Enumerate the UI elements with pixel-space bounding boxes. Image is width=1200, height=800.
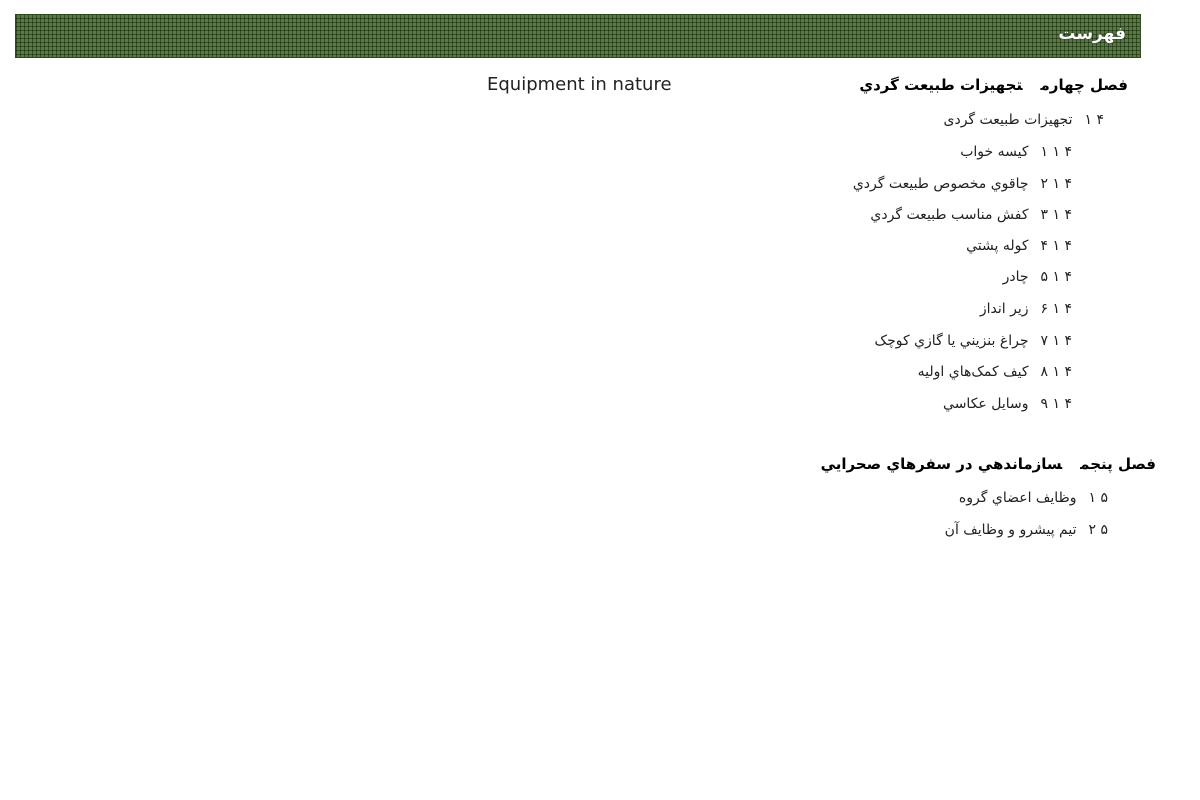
toc-item-4-1-8[interactable]: [918, 364, 1072, 380]
toc-item-4-1-7[interactable]: [875, 333, 1072, 349]
header-title: فهرست: [1058, 24, 1126, 44]
toc-number: ۴ ۱ ۱: [1040, 144, 1072, 160]
toc-title: چراغ بنزيني يا گازي كوچک: [874, 333, 1029, 349]
toc-title: كفش مناسب طبيعت گردي: [870, 207, 1029, 223]
toc-item-4-1-6[interactable]: [980, 301, 1072, 317]
toc-number: ۴ ۱ ۲: [1040, 176, 1072, 192]
toc-number: ۴ ۱ ۵: [1040, 269, 1072, 285]
toc-number: ۵ ۱: [1088, 490, 1108, 506]
toc-number: ۴ ۱ ۳: [1040, 207, 1072, 223]
toc-number: ۴ ۱ ۷: [1040, 333, 1072, 349]
header-bar: [15, 14, 1141, 58]
toc-item-4-1-2[interactable]: [853, 176, 1072, 192]
english-note: Equipment in nature: [487, 74, 672, 95]
chapter-5-label: فصل پنجم: [1080, 455, 1156, 473]
toc-number: ۴ ۱: [1084, 112, 1104, 128]
toc-title: كيسه خواب: [960, 144, 1029, 160]
toc-number: ۴ ۱ ۹: [1040, 396, 1072, 412]
toc-title: تجهيزات طبيعت گردی: [943, 112, 1073, 128]
toc-item-4-1-5[interactable]: [1003, 269, 1072, 285]
toc-number: ۴ ۱ ۶: [1040, 301, 1072, 317]
toc-title: كوله پشتي: [966, 238, 1029, 254]
toc-item-5-1[interactable]: [959, 490, 1108, 506]
toc-title: وسايل عكاسي: [943, 396, 1029, 412]
chapter-5-heading: [821, 455, 1156, 473]
toc-item-5-2[interactable]: [945, 522, 1108, 538]
toc-title: كيف كمک‌هاي اوليه: [917, 364, 1029, 380]
toc-number: ۵ ۲: [1088, 522, 1108, 538]
toc-title: چادر: [1002, 269, 1029, 285]
toc-item-4-1-4[interactable]: [966, 238, 1072, 254]
chapter-4-heading: [859, 76, 1128, 94]
toc-item-4-1-9[interactable]: [943, 396, 1072, 412]
toc-number: ۴ ۱ ۴: [1040, 238, 1072, 254]
chapter-4-label: فصل چهارم: [1040, 76, 1128, 94]
toc-item-4-1-3[interactable]: [870, 207, 1072, 223]
toc-item-4-1-1[interactable]: [960, 144, 1072, 160]
toc-title: چاقوي مخصوص طبيعت گردي: [852, 176, 1029, 192]
chapter-5-title: سازماندهي در سفرهاي صحرايي: [820, 455, 1063, 473]
toc-number: ۴ ۱ ۸: [1040, 364, 1072, 380]
toc-title: تيم پيشرو و وظايف آن: [944, 522, 1077, 538]
toc-section-4-1[interactable]: [944, 112, 1105, 128]
chapter-4-title: تجهيزات طبيعت گردي: [859, 76, 1023, 94]
toc-title: زير انداز: [979, 301, 1029, 317]
toc-title: وظايف اعضاي گروه: [958, 490, 1077, 506]
